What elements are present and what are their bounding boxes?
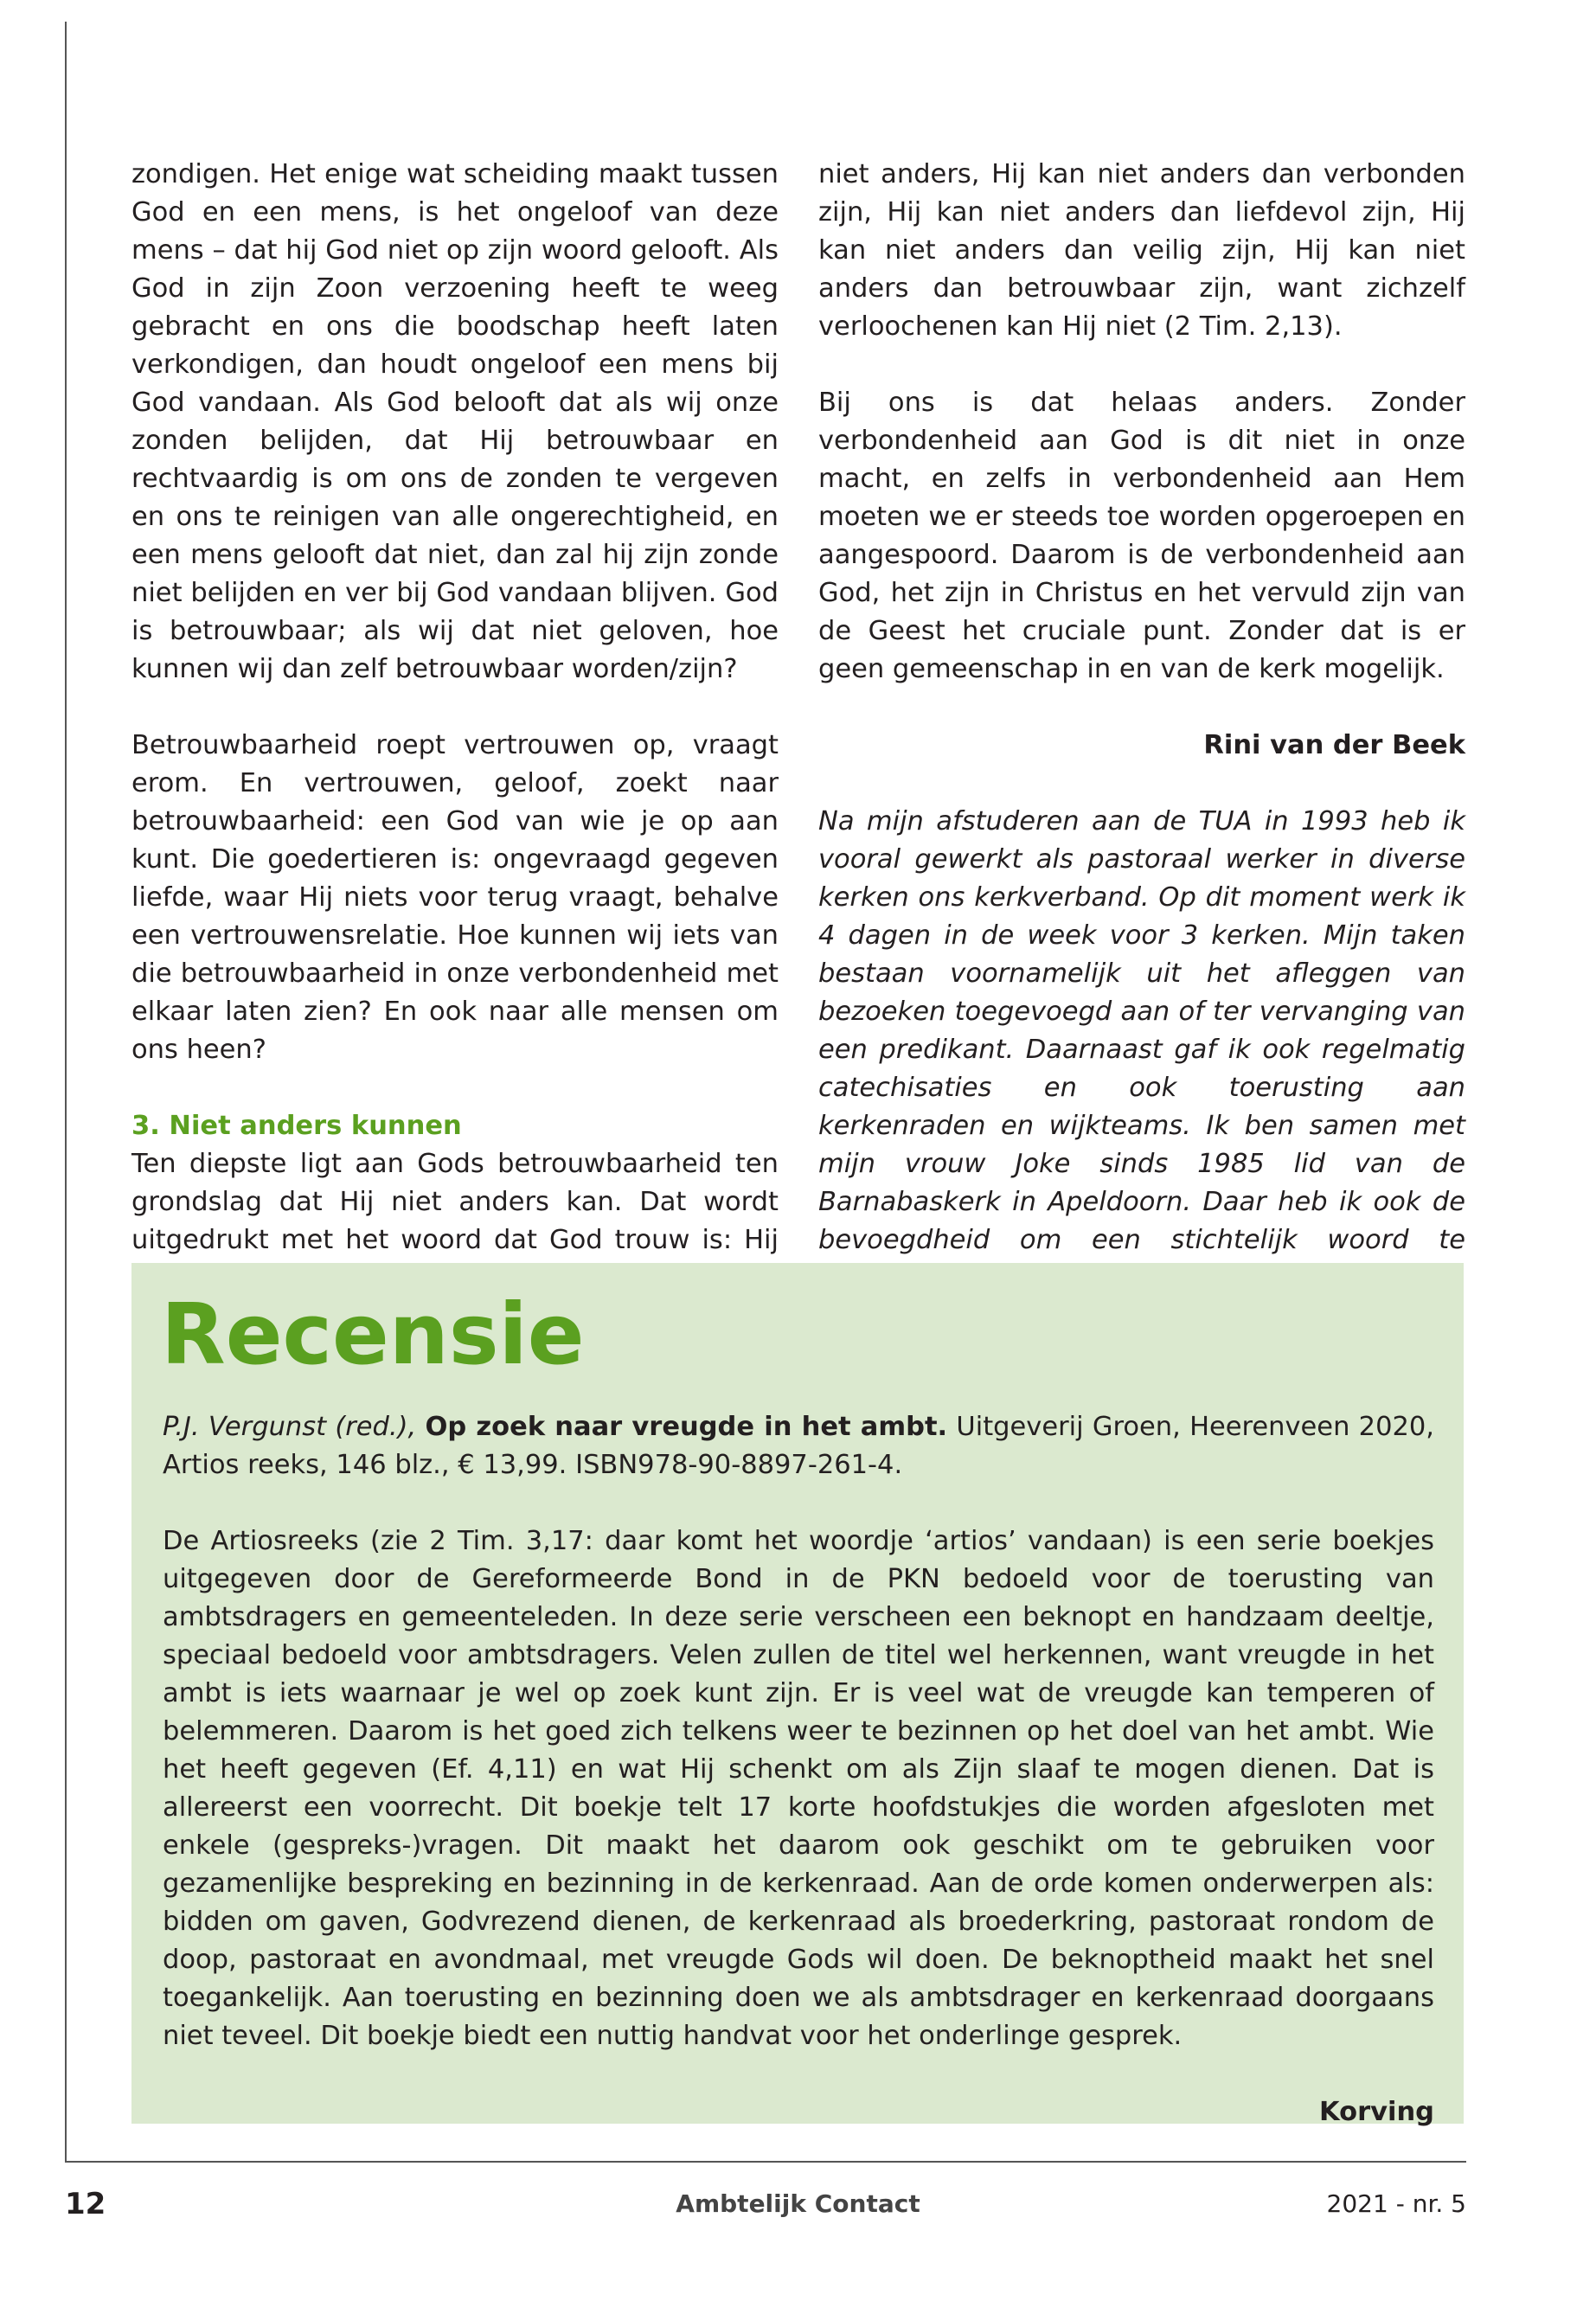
- right-paragraph-2: Bij ons is dat helaas anders. Zonder verbondenheid aan God is dit niet in onze macht, en zelfs in verbondenheid aan Hem moeten we er steeds toe worden opgeroepen en aangespoord. Daarom is de verbondenheid aan God, het zijn in Christus en het vervuld zijn van de Geest het cruciale punt. Zonder dat is er geen gemeenschap in en van de kerk mogelijk.: [818, 388, 1465, 684]
- left-paragraph-2: Betrouwbaarheid roept vertrouwen op, vraagt erom. En vertrouwen, geloof, zoekt naar betrouwbaarheid: een God van wie je op aan kunt. Die goedertieren is: ongevraagd gegeven liefde, waar Hij niets voor terug vraagt, behalve een vertrouwensrelatie. Hoe kunnen wij iets van die betrouwbaarheid in onze verbondenheid met elkaar laten zien? En ook naar alle mensen om ons heen?: [131, 730, 779, 1065]
- left-paragraph-3: Ten diepste ligt aan Gods betrouwbaarheid ten grondslag dat Hij niet anders kan. Dat wordt uitgedrukt met het woord dat God trouw is: Hij: [131, 1149, 779, 1255]
- section-heading: 3. Niet anders kunnen: [131, 1111, 462, 1141]
- author-bio: Na mijn afstuderen aan de TUA in 1993 heb ik vooral gewerkt als pastoraal werker in diverse kerken ons kerkverband. Op dit moment werk ik 4 dagen in de week voor 3 kerken. Mijn taken bestaan voornamelijk uit het afleggen van bezoeken toegevoegd aan of ter vervanging van een predikant. Daarnaast gaf ik ook regelmatig catechisaties en ook toerusting aan kerkenraden en wijkteams. Ik ben samen met mijn vrouw Joke sinds 1985 lid van de Barnabaskerk in Apeldoorn. Daar heb ik ook de bevoegdheid om een stichtelijk woord te: [818, 806, 1465, 1255]
- issue-label: 2021 - nr. 5: [1326, 2189, 1466, 2218]
- left-column: [131, 156, 779, 1298]
- review-title: Recensie: [161, 1285, 585, 1383]
- right-column: [818, 156, 1465, 1298]
- magazine-name: Ambtelijk Contact: [676, 2189, 920, 2218]
- right-paragraph-1: niet anders, Hij kan niet anders dan verbonden zijn, Hij kan niet anders dan liefdevol zijn, Hij kan niet anders dan veilig zijn, Hij kan niet anders dan betrouwbaar zijn, want zichzelf verloochenen kan Hij niet (2 Tim. 2,13).: [818, 159, 1465, 342]
- left-paragraph-1: zondigen. Het enige wat scheiding maakt tussen God en een mens, is het ongeloof van deze mens – dat hij God niet op zijn woord gelooft. Als God in zijn Zoon verzoening heeft te weeg gebracht en ons die boodschap heeft laten verkondigen, dan houdt ongeloof een mens bij God vandaan. Als God belooft dat als wij onze zonden belijden, dat Hij betrouwbaar en rechtvaardig is om ons de zonden te vergeven en ons te reinigen van alle ongerechtigheid, en een mens gelooft dat niet, dan zal hij zijn zonde niet belijden en ver bij God vandaan blijven. God is betrouwbaar; als wij dat niet geloven, hoe kunnen wij dan zelf betrouwbaar worden/zijn?: [131, 159, 779, 684]
- book-title: Op zoek naar vreugde in het ambt.: [425, 1412, 948, 1442]
- book-reference: [163, 1408, 1434, 1484]
- review-text: De Artiosreeks (zie 2 Tim. 3,17: daar komt het woordje ‘artios’ vandaan) is een serie boekjes uitgegeven door de Gereformeerde Bond in de PKN bedoeld voor de toerusting van ambtsdragers en gemeenteleden. In deze serie verscheen een beknopt en handzaam deeltje, speciaal bedoeld voor ambtsdragers. Velen zullen de titel wel herkennen, want vreugde in het ambt is iets waarnaar je wel op zoek kunt zijn. Er is veel wat de vreugde kan temperen of belemmeren. Daarom is het goed zich telkens weer te bezinnen op het doel van het ambt. Wie het heeft gegeven (Ef. 4,11) en wat Hij schenkt om als Zijn slaaf te mogen dienen. Dat is allereerst een voorrecht. Dit boekje telt 17 korte hoofdstukjes die worden afgesloten met enkele (gespreks-)vragen. Dit maakt het daarom ook geschikt om te gebruiken voor gezamenlijke bespreking en bezinning in de kerkenraad. Aan de orde komen onderwerpen als: bidden om gaven, Godvrezend dienen, de kerkenraad als broederkring, pastoraat rondom de doop, pastoraat en avondmaal, met vreugde Gods wil doen. De beknoptheid maakt het snel toegankelijk. Aan toerusting en bezinning doen we als ambtsdrager en kerkenraad doorgaans niet teveel. Dit boekje biedt een nuttig handvat voor het onderlinge gesprek.: [163, 1526, 1434, 2051]
- review-body: [163, 1408, 1434, 2131]
- book-details: Uitgeverij Groen, Heerenveen 2020, Artios reeks, 146 blz., € 13,99. ISBN978-90-8897-261-4.: [163, 1412, 1434, 1480]
- review-signature: Korving: [1319, 2097, 1434, 2127]
- book-editor: P.J. Vergunst (red.),: [163, 1412, 417, 1442]
- footer-rule: [65, 2161, 1466, 2163]
- margin-rule-vertical: [65, 22, 67, 2163]
- page-number: 12: [65, 2187, 106, 2221]
- article-author: Rini van der Beek: [1203, 730, 1465, 760]
- review-box: [131, 1263, 1464, 2127]
